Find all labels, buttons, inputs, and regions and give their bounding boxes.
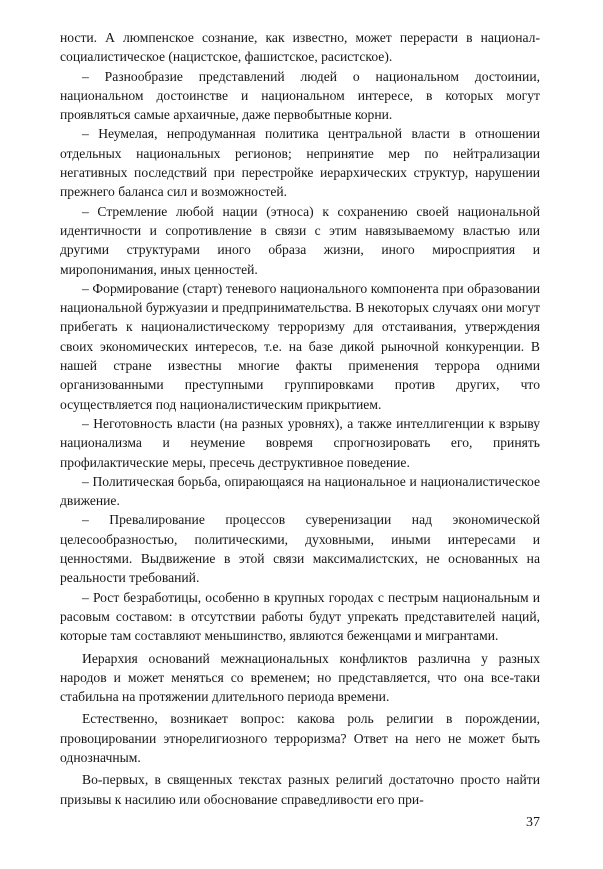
list-item-national-identity: – Стремление любой нации (этноса) к сохранению своей национальной идентичности и сопротивление в связи с этим навязываемому властью или другими структурами иного образа жизни, иного миросприятия и миропонимания, иных ценностей. (60, 203, 540, 277)
paragraph-sacred-texts: Во-первых, в священных текстах разных религий достаточно просто найти призывы к насилию или обоснование справедливости его при- (60, 772, 540, 807)
page-text (60, 28, 540, 809)
paragraph-hierarchy: Иерархия оснований межнациональных конфликтов различна у разных народов и может меняться со временем; но представляется, что она все-таки стабильна на протяжении длительного периода времени. (60, 650, 540, 705)
list-item-unemployment: – Рост безработицы, особенно в крупных городах с пестрым национальным и расовым составом: в отсутствии работы будут упрекать представителей наций, которые там составляют меньшинство, являются беженцами и мигрантами. (60, 589, 540, 644)
list-item-sovereignization: – Превалирование процессов суверенизации над экономической целесообразностью, политическими, духовными, иными интересами и ценностями. Выдвижение в этой связи максималистских, не основанных на реальности требований. (60, 512, 540, 586)
list-item-unpreparedness: – Неготовность власти (на разных уровнях), а также интеллигенции к взрыву национализма и неумение вовремя спрогнозировать его, принять профилактические меры, пресечь деструктивное поведение. (60, 415, 540, 470)
list-item-political-struggle: – Политическая борьба, опирающаяся на национальное и националистическое движение. (60, 473, 540, 509)
paragraph-religion-question: Естественно, возникает вопрос: какова роль религии в порождении, провоцировании этнорелигиозного терроризма? Ответ на него не может быть однозначным. (60, 711, 540, 765)
list-item-shadow-component: – Формирование (старт) теневого национального компонента при образовании национальной буржуазии и предпринимательства. В некоторых случаях они могут прибегать к националистическому терроризму для отстаивания, утверждения своих экономических интересов, т.е. на базе дикой рыночной конкуренции. В нашей стране известны многие факты применения террора одними организованными преступными группировками против других, что осуществляется под националистическим прикрытием. (60, 280, 540, 412)
list-item-worldviews: – Разнообразие представлений людей о национальном достоинии, национальном достоинстве и национальном интересе, в которых могут проявляться самые архаичные, даже первобытные корни. (60, 68, 540, 123)
list-item-central-policy: – Неумелая, непродуманная политика центральной власти в отношении отдельных национальных регионов; непринятие мер по нейтрализации негативных последствий при перестройке иерархических структур, нарушении прежнего баланса сил и возможностей. (60, 126, 540, 200)
paragraph-continuation: ности. А люмпенское сознание, как известно, может перерасти в национал-социалистическое (нацистское, фашистское, расистское). (60, 30, 540, 65)
page-number: 37 (526, 815, 540, 830)
